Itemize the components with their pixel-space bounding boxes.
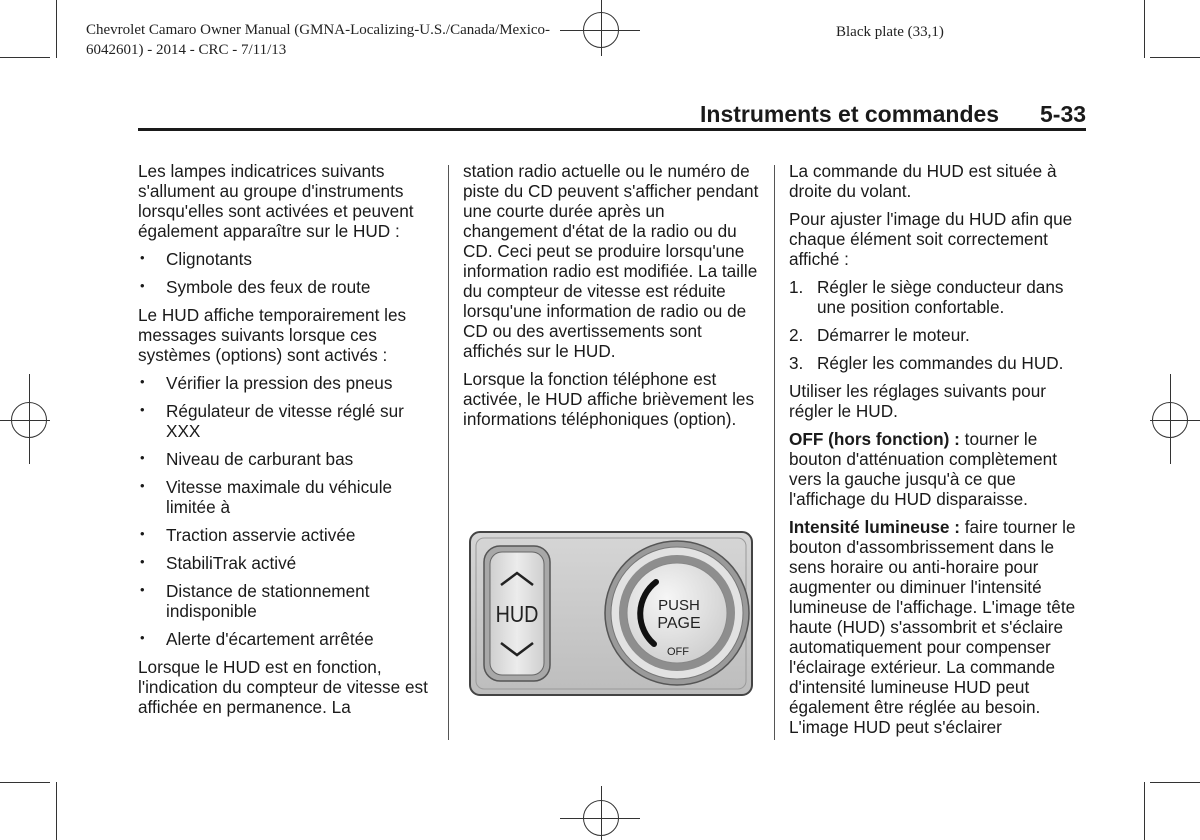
header-rule (138, 128, 1086, 131)
step-text: Régler les commandes du HUD. (817, 353, 1064, 373)
hud-label: HUD (495, 601, 539, 628)
paragraph: La commande du HUD est située à droite du volant. (789, 161, 1057, 201)
list-item: • StabiliTrak activé (140, 553, 297, 573)
step-number: 3. (789, 353, 804, 373)
list-item: • Niveau de carburant bas (140, 449, 354, 469)
paragraph: Utiliser les réglages suivants pour régler le HUD. (789, 381, 1046, 421)
page-label: PAGE (657, 615, 701, 632)
term-intensity: Intensité lumineuse : (789, 517, 960, 537)
bullet-icon: • (140, 450, 145, 465)
bullet-icon: • (140, 374, 145, 389)
column-1 (138, 161, 438, 725)
paragraph: Lorsque la fonction téléphone est activée, le HUD affiche brièvement les informations téléphoniques (option). (463, 369, 755, 429)
paragraph-intensity-setting (789, 517, 1089, 737)
crop-mark (0, 782, 50, 783)
off-label: OFF (667, 646, 689, 658)
paragraph: Le HUD affiche temporairement les messages suivants lorsque ces systèmes (options) sont activés : (138, 305, 407, 365)
bullet-icon: • (140, 582, 145, 597)
bullet-icon: • (140, 630, 145, 645)
definition-off: tourner le bouton d'atténuation complètement vers la gauche jusqu'à ce que l'affichage du HUD disparaisse. (789, 429, 1057, 509)
step-text: Démarrer le moteur. (817, 325, 970, 345)
paragraph-off-setting (789, 429, 1089, 509)
list-item: • Vérifier la pression des pneus (140, 373, 393, 393)
step-number: 2. (789, 325, 804, 345)
list-item: • Distance de stationnement indisponible (140, 581, 370, 621)
crop-mark (1150, 57, 1200, 58)
column-2 (463, 161, 763, 437)
numbered-step (789, 353, 1089, 373)
bullet-icon: • (140, 250, 145, 265)
column-3 (789, 161, 1089, 745)
numbered-step (789, 325, 1089, 345)
section-title: Instruments et commandes (700, 101, 1000, 127)
page-number: 5-33 (1040, 101, 1087, 127)
bullet-icon: • (140, 402, 145, 417)
crop-mark (1150, 782, 1200, 783)
definition-intensity: faire tourner le bouton d'assombrissement dans le sens horaire ou anti-horaire pour augmenter ou diminuer l'intensité lumineuse de l'affichage. L'image tête haute (HUD) s'assombrit et s'éclaire automatiquement pour compenser l'éclairage extérieur. La commande d'intensité lumineuse HUD peut également être réglée au besoin. L'image HUD peut s'éclairer (789, 517, 1076, 737)
crop-mark (0, 57, 50, 58)
term-off: OFF (hors fonction) : (789, 429, 960, 449)
hud-control-illustration (468, 530, 754, 697)
print-metadata-left (86, 20, 550, 60)
bullet-icon: • (140, 554, 145, 569)
crop-mark (56, 0, 57, 58)
print-metadata-line-2: 6042601) - 2014 - CRC - 7/11/13 (86, 42, 287, 58)
list-item: • Clignotants (140, 249, 252, 269)
crop-mark (1144, 0, 1145, 58)
step-text: Régler le siège conducteur dans une position confortable. (817, 277, 1064, 317)
print-metadata-right: Black plate (33,1) (836, 24, 944, 40)
bullet-icon: • (140, 478, 145, 493)
column-divider (774, 165, 775, 740)
bullet-icon: • (140, 526, 145, 541)
column-divider (448, 165, 449, 740)
paragraph: Lorsque le HUD est en fonction, l'indication du compteur de vitesse est affichée en permanence. La (138, 657, 428, 717)
paragraph: Pour ajuster l'image du HUD afin que chaque élément soit correctement affiché : (789, 209, 1073, 269)
numbered-step (789, 277, 1089, 317)
list-item: • Régulateur de vitesse réglé sur XXX (140, 401, 404, 441)
crop-mark (1144, 782, 1145, 840)
print-metadata-line-1: Chevrolet Camaro Owner Manual (GMNA-Localizing-U.S./Canada/Mexico- (86, 22, 551, 38)
list-item: • Traction asservie activée (140, 525, 356, 545)
crop-mark (56, 782, 57, 840)
list-item: • Symbole des feux de route (140, 277, 371, 297)
step-number: 1. (789, 277, 804, 297)
list-item: • Alerte d'écartement arrêtée (140, 629, 374, 649)
list-item: • Vitesse maximale du véhicule limitée à (140, 477, 393, 517)
paragraph: Les lampes indicatrices suivants s'allument au groupe d'instruments lorsqu'elles sont activées et peuvent également apparaître sur le HUD : (138, 161, 414, 241)
paragraph: station radio actuelle ou le numéro de piste du CD peuvent s'afficher pendant une courte durée après un changement d'état de la radio ou du CD. Ceci peut se produire lorsqu'une information radio est modifiée. La taille du compteur de vitesse est réduite lorsqu'une information de radio ou de CD ou des avertissements sont affichés sur le HUD. (463, 161, 759, 361)
bullet-icon: • (140, 278, 145, 293)
push-label: PUSH (658, 597, 700, 614)
